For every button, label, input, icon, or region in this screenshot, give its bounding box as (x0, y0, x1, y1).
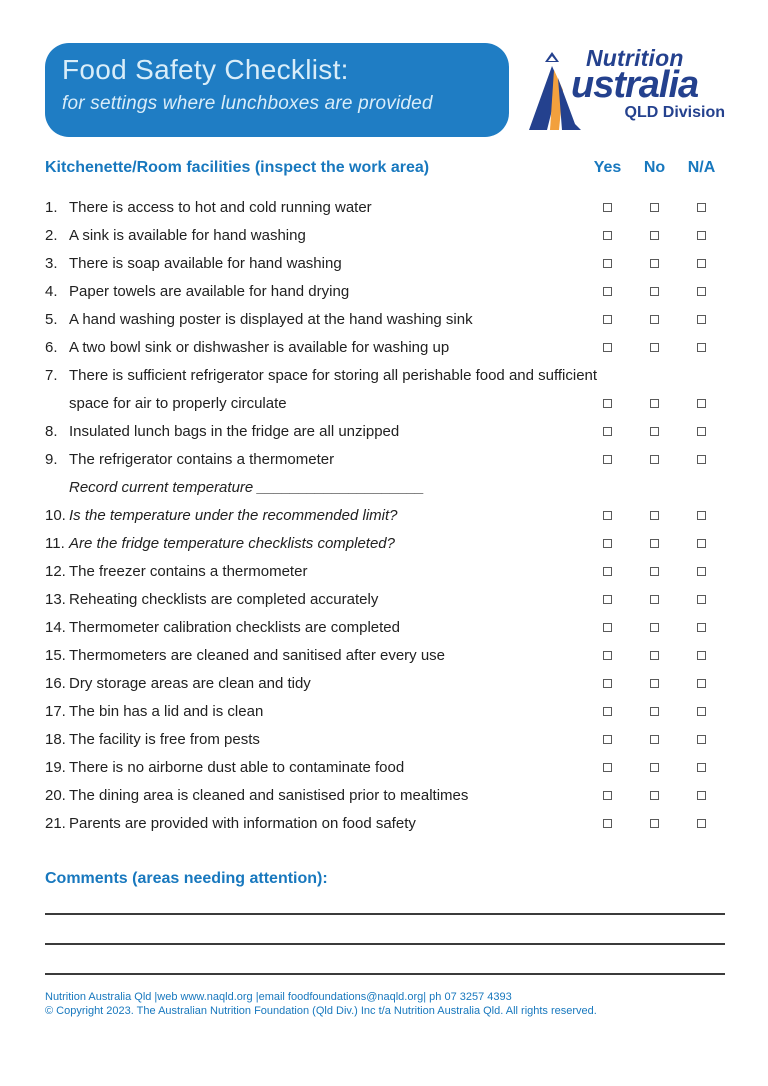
item-number: 20. (45, 786, 66, 804)
item-number: 7. (45, 366, 58, 384)
checklist-row-11 (45, 529, 725, 557)
section-title: Kitchenette/Room facilities (inspect the work area) (45, 159, 430, 176)
checkbox-yes-14[interactable] (603, 623, 612, 632)
item-text: There is soap available for hand washing (69, 254, 342, 272)
checklist-row-15 (45, 641, 725, 669)
checkbox-no-9[interactable] (650, 455, 659, 464)
logo-australia: ustralia (571, 64, 699, 106)
checkbox-na-20[interactable] (697, 791, 706, 800)
checkbox-yes-3[interactable] (603, 259, 612, 268)
checkbox-na-17[interactable] (697, 707, 706, 716)
checkbox-yes-15[interactable] (603, 651, 612, 660)
checkbox-no-20[interactable] (650, 791, 659, 800)
checklist-row-3 (45, 249, 725, 277)
checklist-row-14 (45, 613, 725, 641)
item-number: 10. (45, 506, 66, 524)
nutrition-australia-logo (529, 43, 725, 137)
checkbox-yes-5[interactable] (603, 315, 612, 324)
logo-nutrition: Nutrition (586, 45, 684, 71)
checkbox-yes-18[interactable] (603, 735, 612, 744)
checkbox-no-15[interactable] (650, 651, 659, 660)
checkbox-no-10[interactable] (650, 511, 659, 520)
checkbox-na-21[interactable] (697, 819, 706, 828)
checkbox-no-19[interactable] (650, 763, 659, 772)
checkbox-na-11[interactable] (697, 539, 706, 548)
title-banner (45, 43, 509, 137)
item-number: 12. (45, 562, 66, 580)
checkbox-yes-9[interactable] (603, 455, 612, 464)
checklist (45, 193, 725, 837)
checklist-row-17 (45, 697, 725, 725)
checkbox-na-8[interactable] (697, 427, 706, 436)
column-header-no: No (643, 159, 666, 176)
checkbox-yes-2[interactable] (603, 231, 612, 240)
comments-line-2[interactable] (45, 915, 725, 945)
checkbox-na-13[interactable] (697, 595, 706, 604)
document-footer (45, 990, 725, 1018)
checkbox-yes-10[interactable] (603, 511, 612, 520)
checklist-row-8 (45, 417, 725, 445)
checkbox-no-14[interactable] (650, 623, 659, 632)
checkbox-no-11[interactable] (650, 539, 659, 548)
item-text: Insulated lunch bags in the fridge are all unzipped (69, 422, 400, 440)
checklist-row-1 (45, 193, 725, 221)
checkbox-yes-20[interactable] (603, 791, 612, 800)
checklist-row-21 (45, 809, 725, 837)
checkbox-na-15[interactable] (697, 651, 706, 660)
item-number: 17. (45, 702, 66, 720)
logo-qld-division: QLD Division (624, 104, 725, 121)
comments-line-1[interactable] (45, 888, 725, 915)
checklist-row-2 (45, 221, 725, 249)
checkbox-na-4[interactable] (697, 287, 706, 296)
checkbox-no-1[interactable] (650, 203, 659, 212)
item-number: 4. (45, 282, 58, 300)
item-number: 5. (45, 310, 58, 328)
comments-line-3[interactable] (45, 945, 725, 975)
column-header-yes: Yes (593, 159, 622, 176)
checkbox-na-12[interactable] (697, 567, 706, 576)
item-text: There is access to hot and cold running water (69, 198, 372, 216)
item-text: A two bowl sink or dishwasher is available for washing up (69, 338, 450, 356)
checkbox-yes-12[interactable] (603, 567, 612, 576)
checkbox-na-1[interactable] (697, 203, 706, 212)
checkbox-no-2[interactable] (650, 231, 659, 240)
checkbox-no-12[interactable] (650, 567, 659, 576)
checklist-row-6 (45, 333, 725, 361)
item-number: 13. (45, 590, 66, 608)
item-text: The freezer contains a thermometer (69, 562, 308, 580)
checkbox-yes-19[interactable] (603, 763, 612, 772)
item-number: 21. (45, 814, 66, 832)
item-text: The refrigerator contains a thermometer (69, 450, 335, 468)
item-text: Paper towels are available for hand drying (69, 282, 350, 300)
item-text: Thermometers are cleaned and sanitised after every use (69, 646, 446, 664)
checkbox-no-3[interactable] (650, 259, 659, 268)
checkbox-yes-1[interactable] (603, 203, 612, 212)
item-text: Is the temperature under the recommended limit? (69, 506, 398, 524)
page-subtitle: for settings where lunchboxes are provided (62, 93, 433, 114)
item-text: A sink is available for hand washing (69, 226, 306, 244)
checkbox-no-4[interactable] (650, 287, 659, 296)
item-number: 15. (45, 646, 66, 664)
checkbox-yes-8[interactable] (603, 427, 612, 436)
item-number: 8. (45, 422, 58, 440)
checkbox-no-16[interactable] (650, 679, 659, 688)
item-number: 16. (45, 674, 66, 692)
footer-copyright: © Copyright 2023. The Australian Nutrition Foundation (Qld Div.) Inc t/a Nutrition Australia Qld. All rights reserved. (45, 1005, 597, 1017)
checkbox-no-6[interactable] (650, 343, 659, 352)
document-header (45, 43, 725, 137)
checkbox-na-14[interactable] (697, 623, 706, 632)
checkbox-no-13[interactable] (650, 595, 659, 604)
checklist-row-16 (45, 669, 725, 697)
section-header (45, 159, 725, 177)
checkbox-na-19[interactable] (697, 763, 706, 772)
checkbox-yes-11[interactable] (603, 539, 612, 548)
checkbox-no-17[interactable] (650, 707, 659, 716)
checkbox-yes-16[interactable] (603, 679, 612, 688)
item-text: space for air to properly circulate (69, 394, 287, 412)
item-text: The bin has a lid and is clean (69, 702, 264, 720)
checklist-row-7 (45, 361, 725, 389)
item-text: Are the fridge temperature checklists completed? (69, 534, 395, 552)
checklist-row-18 (45, 725, 725, 753)
comments-label: Comments (areas needing attention): (45, 870, 328, 887)
item-text: Reheating checklists are completed accurately (69, 590, 379, 608)
checklist-row-9-cont (45, 473, 725, 501)
item-number: 2. (45, 226, 58, 244)
item-text: Parents are provided with information on food safety (69, 814, 416, 832)
page-title: Food Safety Checklist: (62, 54, 349, 85)
item-number: 11. (45, 534, 65, 552)
checklist-row-19 (45, 753, 725, 781)
checkbox-na-6[interactable] (697, 343, 706, 352)
logo-text (573, 45, 725, 122)
checkbox-na-18[interactable] (697, 735, 706, 744)
item-number: 1. (45, 198, 58, 216)
checkbox-yes-13[interactable] (603, 595, 612, 604)
checklist-row-7-cont (45, 389, 725, 417)
item-number: 6. (45, 338, 58, 356)
item-text: Record current temperature ____________________ (69, 478, 425, 496)
checkbox-no-5[interactable] (650, 315, 659, 324)
item-text: There is no airborne dust able to contaminate food (69, 758, 405, 776)
checkbox-no-18[interactable] (650, 735, 659, 744)
checkbox-na-5[interactable] (697, 315, 706, 324)
checklist-row-4 (45, 277, 725, 305)
item-text: The dining area is cleaned and sanistised prior to mealtimes (69, 786, 469, 804)
checkbox-na-7[interactable] (697, 399, 706, 408)
checkbox-na-10[interactable] (697, 511, 706, 520)
column-header-na: N/A (687, 159, 716, 176)
item-text: There is sufficient refrigerator space for storing all perishable food and sufficient (69, 366, 598, 384)
item-text: The facility is free from pests (69, 730, 260, 748)
item-number: 9. (45, 450, 58, 468)
checkbox-yes-6[interactable] (603, 343, 612, 352)
checkbox-no-21[interactable] (650, 819, 659, 828)
item-number: 18. (45, 730, 66, 748)
checklist-row-12 (45, 557, 725, 585)
checklist-row-13 (45, 585, 725, 613)
item-number: 19. (45, 758, 66, 776)
checkbox-yes-17[interactable] (603, 707, 612, 716)
checklist-row-9 (45, 445, 725, 473)
checkbox-yes-21[interactable] (603, 819, 612, 828)
item-number: 3. (45, 254, 58, 272)
checklist-row-20 (45, 781, 725, 809)
checkbox-yes-7[interactable] (603, 399, 612, 408)
checkbox-na-3[interactable] (697, 259, 706, 268)
checkbox-na-2[interactable] (697, 231, 706, 240)
item-number: 14. (45, 618, 66, 636)
item-text: A hand washing poster is displayed at the hand washing sink (69, 310, 473, 328)
item-text: Dry storage areas are clean and tidy (69, 674, 311, 692)
checkbox-na-9[interactable] (697, 455, 706, 464)
footer-contact: Nutrition Australia Qld |web www.naqld.org |email foodfoundations@naqld.org| ph 07 3257 4393 (45, 991, 512, 1003)
checkbox-no-8[interactable] (650, 427, 659, 436)
checklist-row-5 (45, 305, 725, 333)
checkbox-na-16[interactable] (697, 679, 706, 688)
item-text: Thermometer calibration checklists are completed (69, 618, 400, 636)
checklist-row-10 (45, 501, 725, 529)
checkbox-yes-4[interactable] (603, 287, 612, 296)
checkbox-no-7[interactable] (650, 399, 659, 408)
